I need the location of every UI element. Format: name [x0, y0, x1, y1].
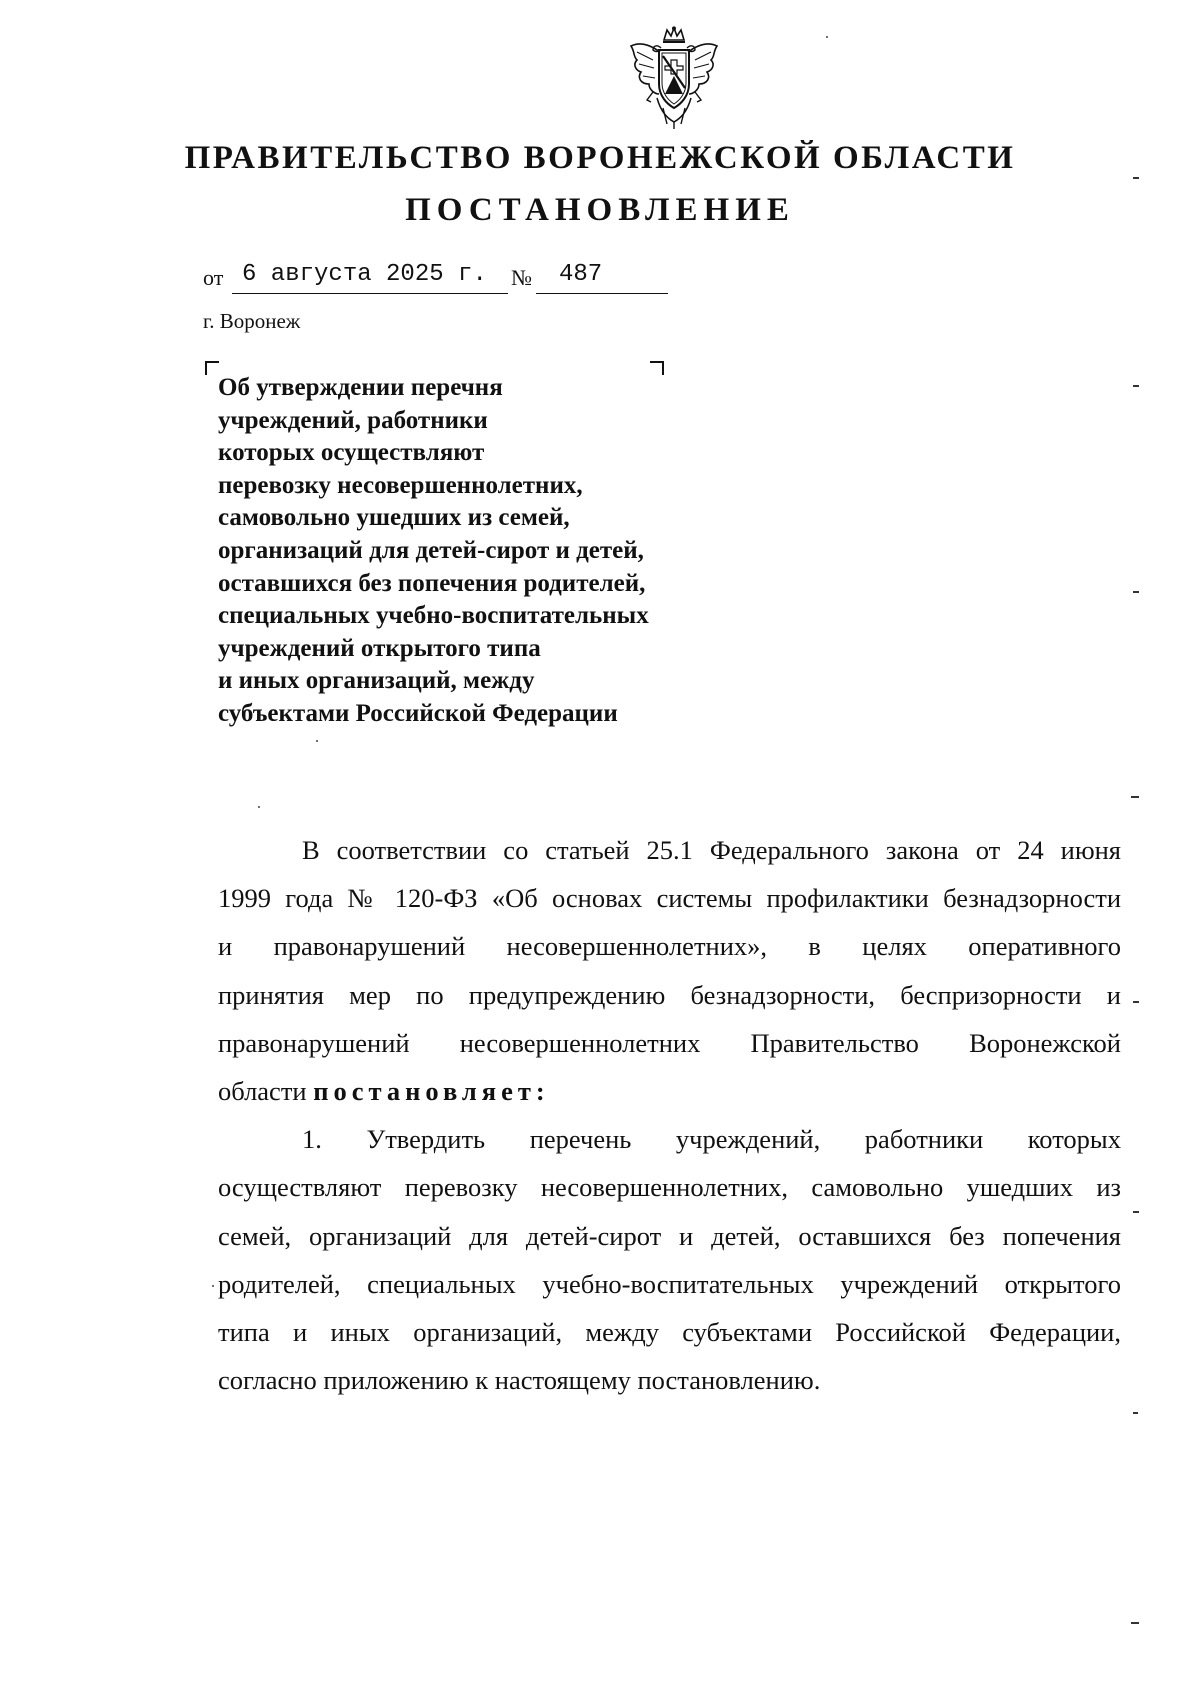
clause-line: типа и иных организаций, между субъектами Российской Федерации, — [218, 1316, 1121, 1347]
subject-line: организаций для детей-сирот и детей, — [218, 536, 644, 564]
subject-line: и иных организаций, между — [218, 667, 535, 695]
number-prefix: № — [511, 265, 532, 290]
organization-title: ПРАВИТЕЛЬСТВО ВОРОНЕЖСКОЙ ОБЛАСТИ — [184, 140, 1016, 176]
scan-dot — [258, 806, 260, 808]
subject-line: самовольно ушедших из семей, — [218, 504, 570, 532]
subject-line: учреждений открытого типа — [218, 634, 541, 662]
registration-line — [203, 260, 673, 294]
preamble-line-prefix: области — [218, 1075, 307, 1106]
coat-of-arms-icon — [627, 26, 721, 130]
scan-mark — [1133, 1001, 1139, 1003]
decree-word: постановляет: — [313, 1075, 550, 1106]
clause-line: семей, организаций для детей-сирот и детей, оставшихся без попечения — [218, 1220, 1121, 1251]
subject-line: субъектами Российской Федерации — [218, 699, 618, 727]
date-underline — [232, 293, 508, 294]
subject-line: которых осуществляют — [218, 439, 485, 467]
preamble-line: правонарушений несовершеннолетних Правительство Воронежской — [218, 1027, 1121, 1058]
subject-line: оставшихся без попечения родителей, — [218, 569, 646, 597]
clause-line: 1. Утвердить перечень учреждений, работники которых — [302, 1124, 1121, 1155]
document-body — [218, 826, 1121, 1404]
preamble-paragraph — [218, 826, 1121, 1115]
city-of-issue: г. Воронеж — [203, 309, 301, 333]
scan-mark — [1133, 177, 1139, 179]
preamble-final-line — [218, 1067, 1121, 1115]
number-underline — [536, 293, 668, 294]
document-subject — [218, 372, 778, 731]
document-number: 487 — [559, 261, 603, 288]
preamble-line: и правонарушений несовершеннолетних», в целях оперативного — [218, 931, 1121, 962]
document-date: 6 августа 2025 г. — [242, 261, 487, 288]
subject-line: учреждений, работники — [218, 406, 488, 434]
scan-mark — [1133, 591, 1139, 593]
scan-mark — [1133, 385, 1139, 387]
scan-mark — [1133, 1211, 1139, 1213]
subject-line: перевозку несовершеннолетних, — [218, 471, 583, 499]
scan-dot — [826, 36, 828, 38]
clause-line: родителей, специальных учебно-воспитательных учреждений открытого — [218, 1268, 1121, 1299]
scan-dot — [316, 740, 318, 742]
preamble-line: 1999 года № 120-ФЗ «Об основах системы профилактики безнадзорности — [218, 883, 1121, 914]
scan-mark — [1133, 1412, 1138, 1414]
subject-line: специальных учебно-воспитательных — [218, 602, 649, 630]
clause-line: осуществляют перевозку несовершеннолетних, самовольно ушедших из — [218, 1172, 1121, 1203]
clause-1-paragraph — [218, 1115, 1121, 1404]
scan-mark — [1131, 796, 1139, 798]
scan-mark — [1131, 1622, 1139, 1624]
subject-line: Об утверждении перечня — [218, 374, 503, 401]
subject-corner-left — [205, 361, 219, 375]
clause-line: согласно приложению к настоящему постановлению. — [218, 1365, 821, 1396]
date-prefix: от — [203, 265, 224, 290]
preamble-line: принятия мер по предупреждению безнадзорности, беспризорности и — [218, 979, 1121, 1010]
document-type-title: ПОСТАНОВЛЕНИЕ — [405, 192, 795, 228]
scan-dot — [212, 1285, 214, 1287]
preamble-line: В соответствии со статьей 25.1 Федерального закона от 24 июня — [302, 835, 1121, 865]
